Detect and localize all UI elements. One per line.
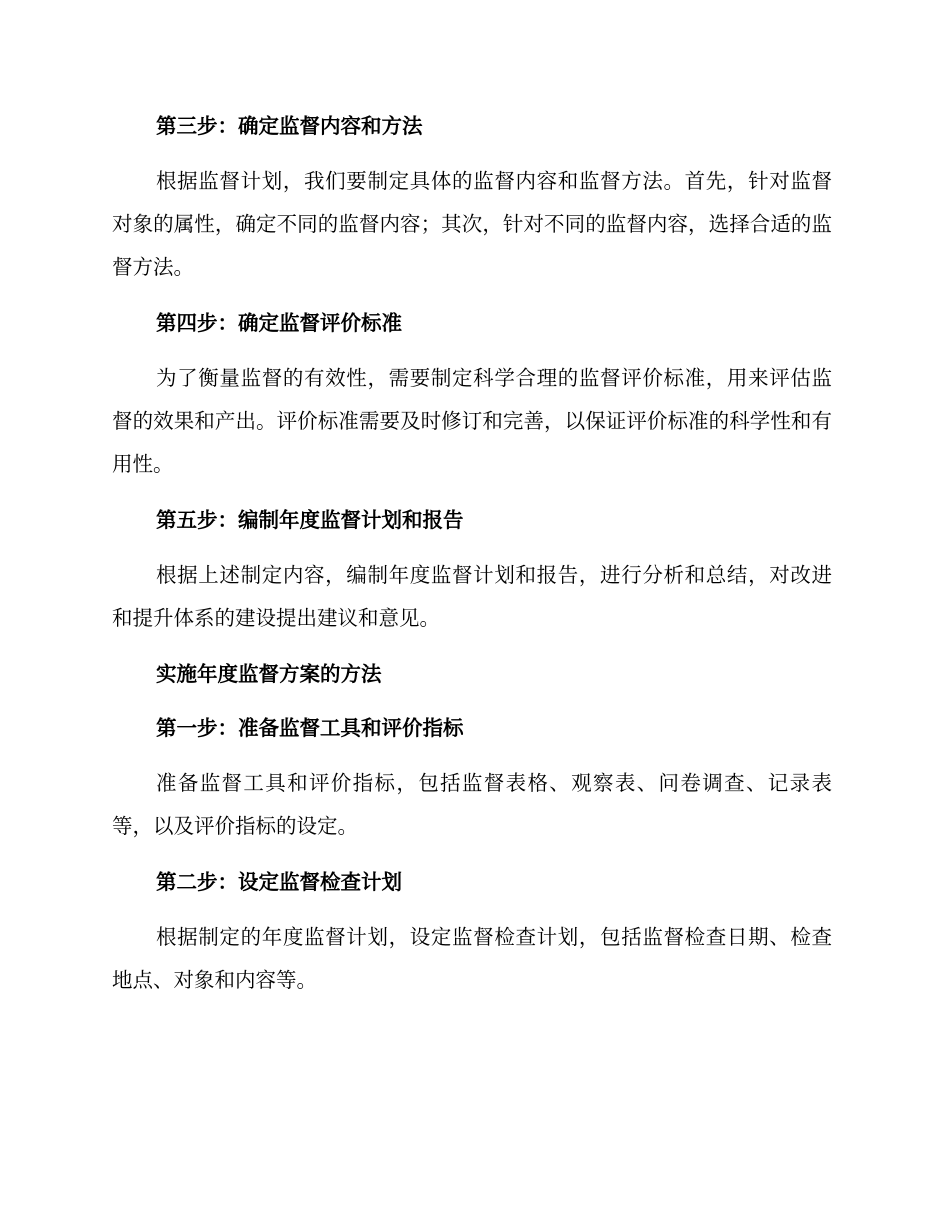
paragraph-impl-step-2: 根据制定的年度监督计划，设定监督检查计划，包括监督检查日期、检查地点、对象和内容等。 bbox=[112, 925, 832, 992]
paragraph-step-4: 为了衡量监督的有效性，需要制定科学合理的监督评价标准，用来评估监督的效果和产出。评价标准需要及时修订和完善，以保证评价标准的科学性和有用性。 bbox=[112, 366, 832, 476]
section-heading-impl-step-2: 第二步：设定监督检查计划 bbox=[156, 870, 402, 894]
paragraph-step-5: 根据上述制定内容，编制年度监督计划和报告，进行分析和总结，对改进和提升体系的建设提出建议和意见。 bbox=[112, 563, 832, 630]
section-heading-step-5: 第五步：编制年度监督计划和报告 bbox=[156, 508, 464, 532]
paragraph-impl-step-1: 准备监督工具和评价指标，包括监督表格、观察表、问卷调查、记录表等，以及评价指标的设定。 bbox=[112, 771, 832, 838]
paragraph-step-3: 根据监督计划，我们要制定具体的监督内容和监督方法。首先，针对监督对象的属性，确定不同的监督内容；其次，针对不同的监督内容，选择合适的监督方法。 bbox=[112, 169, 832, 279]
section-heading-impl-step-1: 第一步：准备监督工具和评价指标 bbox=[156, 716, 464, 740]
document-body bbox=[112, 106, 832, 1002]
section-heading-step-3: 第三步：确定监督内容和方法 bbox=[156, 114, 423, 138]
section-heading-implementation: 实施年度监督方案的方法 bbox=[156, 662, 382, 686]
section-heading-step-4: 第四步：确定监督评价标准 bbox=[156, 311, 402, 335]
